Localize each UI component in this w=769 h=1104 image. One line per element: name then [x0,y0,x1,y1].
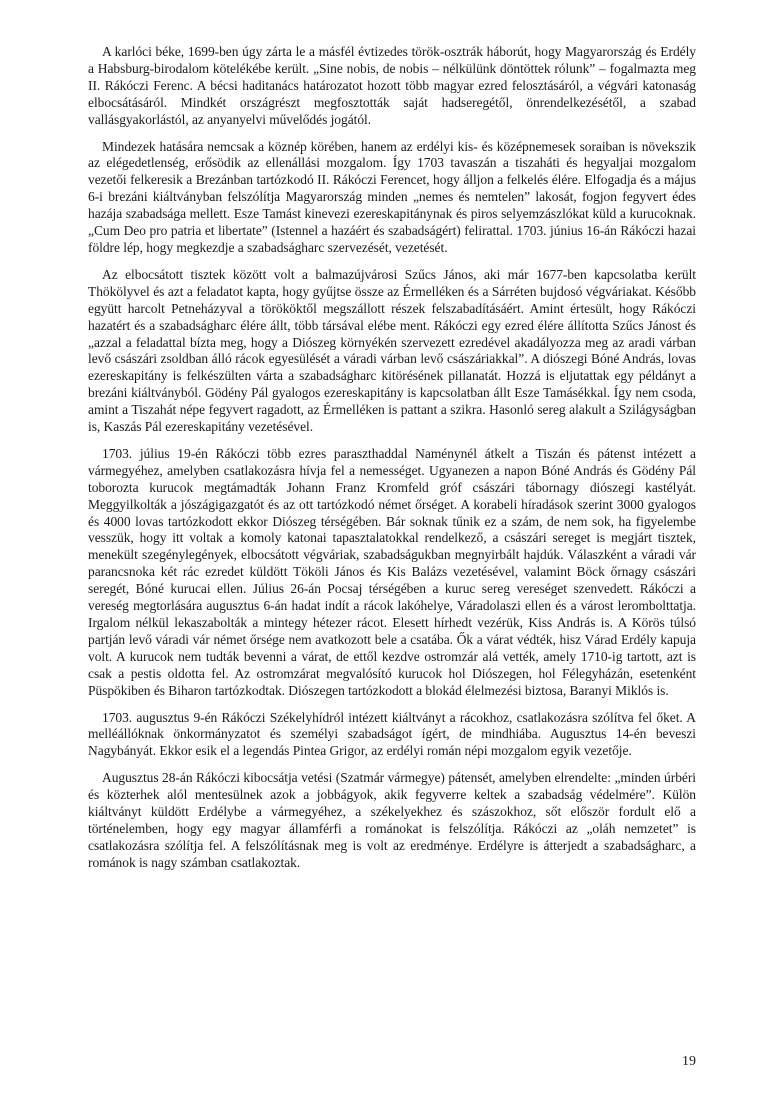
paragraph-diószeg-events: 1703. július 19-én Rákóczi több ezres paraszthaddal Naménynél átkelt a Tiszán és pátenst intézett a vármegyéhez, amelyben csatlakozásra hívja fel a nemességet. Ugyanezen a napon Bóné András és Gödény Pál toborozta kurucok megtámadták Johann Franz Kromfeld gróf császári tábornagy diószegi kastélyát. Meggyilkolták a jószágigazgatót és az ott tartózkodó német őrséget. A korabeli híradások szerint 3000 gyalogos és 4000 lovas tartózkodott ekkor Diószeg térségében. Bár soknak tűnik ez a szám, de nem sok, ha figyelembe vesszük, hogy itt voltak a komoly katonai tapasztalatokkal rendelkező, a császári sereget is megjárt tisztek, menekült szegénylegények, elbocsátott végváriak, szabadságukban megnyirbált hajdúk. Válaszként a váradi vár parancsnoka két rác ezredet küldött Tököli János és Kis Balázs vezetésével, valamint Böck őrnagy császári seregét, Bóné kurucai ellen. Július 26-án Pocsaj térségében a kuruc sereg vereséget szenvedett. Rákóczi a vereség megtorlására augusztus 6-án hadat indít a rácok lakóhelye, Váradolaszi ellen és a várost lerombolttatja. Irgalom nélkül lekaszabolták a mintegy hétezer rácot. Elesett hírhedt vezérük, Kiss András is. A Körös túlsó partján levő váradi vár német őrsége nem avatkozott bele a csatába. Ők a várat védték, hisz Várad Erdély kapuja volt. A kurucok nem tudták bevenni a várat, de ettől kezdve ostromzár alá vették, amely 1710-ig tartott, azt is csak a pestis oldotta fel. Az ostromzárat megvalósító kurucok hol Diószegen, hol Félegyházán, esetenként Püspökiben és Biharon tartózkodtak. Diószegen tartózkodott a blokád élelmezési biztosa, Baranyi Miklós is. [88,445,696,698]
paragraph-uprising-begins: Mindezek hatására nemcsak a köznép körében, hanem az erdélyi kis- és középnemesek soraiban is növekszik az elégedetlenség, erősödik az ellenállási mozgalom. Így 1703 tavaszán a tiszaháti és hegyaljai mozgalom vezetői felkeresik a Brezánban tartózkodó II. Rákóczi Ferencet, hogy álljon a felkelés élére. Elfogadja és a május 6-i brezáni kiáltványban felszólítja Magyarország minden „nemes és nemtelen” lakosát, fogjon fegyvert édes hazája szabadsága mellett. Esze Tamást kinevezi ezereskapitánynak és piros selyemzászlókat küld a kurucoknak. „Cum Deo pro patria et libertate” (Istennel a hazáért és szabadságért) felirattal. 1703. június 16-án Rákóczi hazai földre lép, hogy megkezdje a szabadságharc szervezését, vezetését. [88,138,696,255]
paragraph-karloc-peace: A karlóci béke, 1699-ben úgy zárta le a másfél évtizedes török-osztrák háborút, hogy Magyarország és Erdély a Habsburg-birodalom kötelékébe került. „Sine nobis, de nobis – nélkülünk döntöttek rólunk” – fogalmazta meg II. Rákóczi Ferenc. A bécsi haditanács határozatot hozott több magyar ezred felosztásáról, a végvári katonaság elbocsátásáról. Mindkét országrészt megfosztották saját hadseregétől, önrendelkezésétől, a szabad vallásgyakorlástól, az anyanyelvi művelődés jogától. [88,44,696,127]
text-column [88,44,696,882]
paragraph-szekelyhid-proclamation: 1703. augusztus 9-én Rákóczi Székelyhídról intézett kiáltványt a rácokhoz, csatlakozásra szólítva fel őket. A melléállóknak önkormányzatot és személyi szabadságot ígért, de mindhiába. Augusztus 14-én beveszi Nagybányát. Ekkor esik el a legendás Pintea Grigor, az erdélyi román népi mozgalom egyik vezetője. [88,709,696,759]
paragraph-veteset-patent: Augusztus 28-án Rákóczi kibocsátja vetési (Szatmár vármegye) pátensét, amelyben elrendelte: „minden úrbéri és közterhek alól mentesülnek azok a jobbágyok, akik fegyverre keltek a szabadság védelmére”. Külön kiáltványt küldött Erdélybe a vármegyéhez, a székelyekhez és szászokhoz, sőt először fordult elő a történelemben, hogy egy magyar államférfi a románokat is felszólítja. Rákóczi az „oláh nemzetet” is csatlakozásra szólítja fel. A felszólításnak meg is volt az eredménye. Erdélyre is átterjedt a szabadságharc, a románok is nagy számban csatlakoztak. [88,770,696,870]
page-number: 19 [682,1054,696,1069]
paragraph-szucs-janos: Az elbocsátott tisztek között volt a balmazújvárosi Szűcs János, aki már 1677-ben kapcsolatba került Thökölyvel és azt a feladatot kapta, hogy gyűjtse össze az Érmelléken és a Sárréten bujdosó végváriakat. Később együtt harcolt Petneházyval a törököktől megszállott részek felszabadításáért. Amint értesült, hogy Rákóczi hazatért és a szabadságharc élére állt, több társával elébe ment. Rákóczi egy ezred élére állította Szűcs Jánost és „azzal a feladattal bízta meg, hogy a Diószeg környékén szervezett ezredével akadályozza meg az aradi várban levő császári zsoldban álló rácok egyesülését a váradi várban levő császáriakkal”. A diószegi Bóné András, lovas ezereskapitány is felkészülten várta a szabadságharc kitörésének pillanatát. Hozzá is eljutattak egy példányt a brezáni kiáltványból. Gödény Pál gyalogos ezereskapitány is kapcsolatban állt Esze Tamásékkal. Így nem csoda, amint a Tiszahát népe fegyvert ragadott, az Érmelléken is pattant a szikra. Hasonló sereg alakult a Szilágyságban is, Kaszás Pál ezereskapitány vezetésével. [88,266,696,435]
